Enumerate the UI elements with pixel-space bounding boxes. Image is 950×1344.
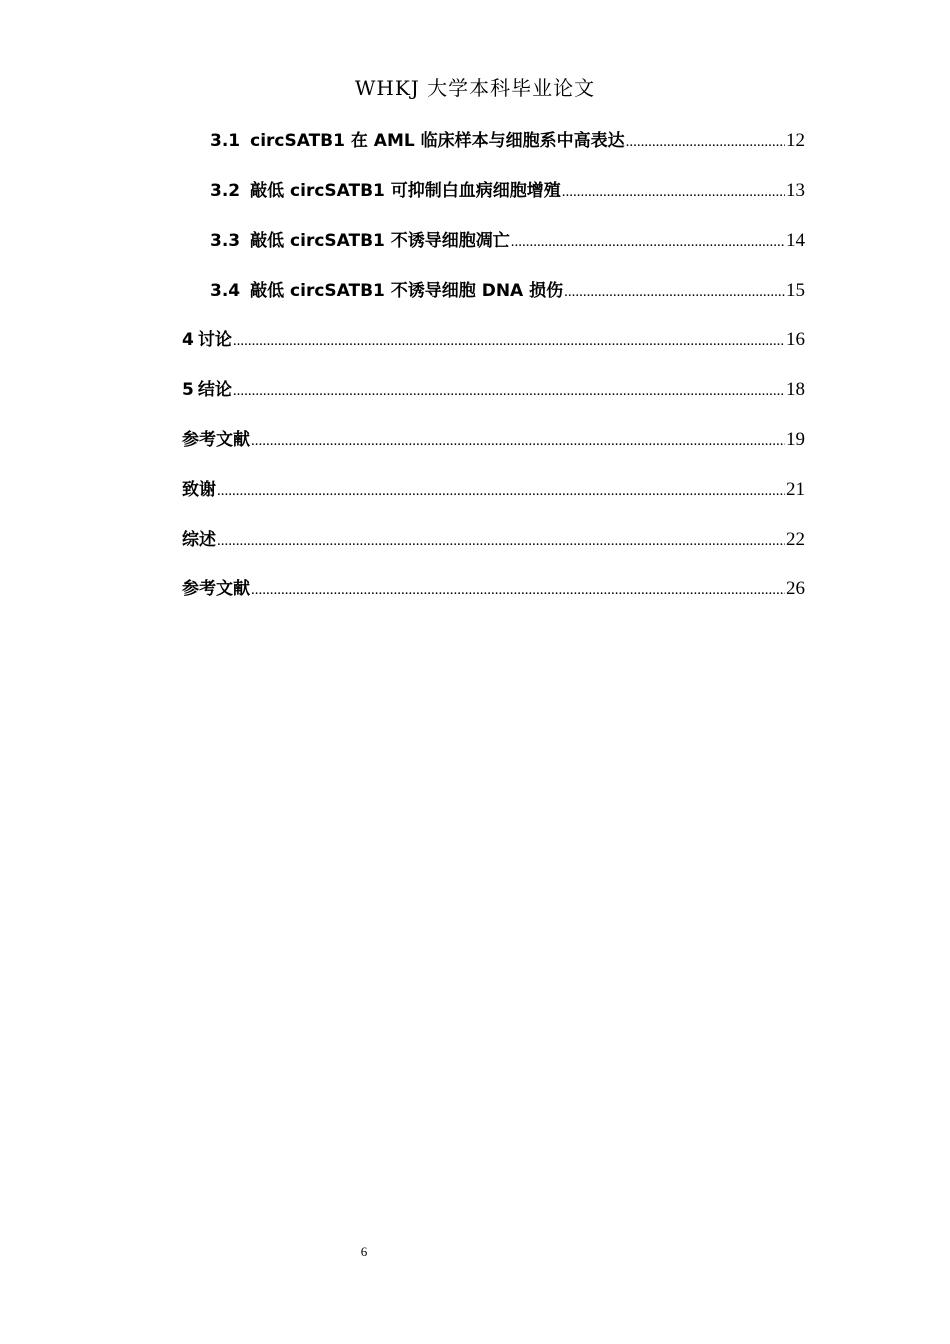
- toc-entry-3-2[interactable]: [0, 176, 950, 206]
- toc-leader-dots: [217, 526, 785, 556]
- toc-leader-dots: [564, 277, 785, 307]
- toc-title: 讨论: [197, 330, 232, 350]
- toc-leader-dots: [562, 177, 785, 207]
- toc-entry-5[interactable]: [0, 375, 950, 405]
- toc-title: 敲低 circSATB1 不诱导细胞 DNA 损伤: [250, 281, 564, 301]
- toc-number: 3.2: [210, 181, 241, 201]
- toc-entry-4[interactable]: [0, 325, 950, 355]
- toc-leader-dots: [511, 227, 785, 257]
- toc-title: 参考文献: [182, 430, 250, 450]
- toc-page-number: 18: [786, 379, 805, 400]
- toc-page-number: 13: [786, 180, 805, 201]
- toc-entry-3-1[interactable]: [0, 126, 950, 156]
- toc-leader-dots: [217, 476, 785, 506]
- toc-title: 综述: [182, 530, 216, 550]
- toc-number: 3.1: [210, 131, 241, 151]
- toc-leader-dots: [251, 426, 785, 456]
- toc-page-number: 21: [786, 479, 805, 500]
- toc-title: 结论: [197, 380, 232, 400]
- toc-entry-acknowledgements[interactable]: [0, 475, 950, 505]
- toc-page-number: 12: [786, 130, 805, 151]
- toc-page-number: 26: [786, 578, 805, 599]
- toc-entry-references[interactable]: [0, 425, 950, 455]
- toc-entry-3-3[interactable]: [0, 226, 950, 256]
- toc-leader-dots: [251, 575, 785, 605]
- page-header-title: WHKJ 大学本科毕业论文: [354, 76, 596, 100]
- toc-title: circSATB1 在 AML 临床样本与细胞系中高表达: [250, 131, 625, 151]
- toc-number: 3.4: [210, 281, 241, 301]
- toc-title: 敲低 circSATB1 可抑制白血病细胞增殖: [250, 181, 561, 201]
- toc-page-number: 22: [786, 529, 805, 550]
- toc-title: 参考文献: [182, 579, 250, 599]
- toc-entry-review-references[interactable]: [0, 574, 950, 604]
- toc-leader-dots: [233, 326, 785, 356]
- toc-number: 5: [182, 380, 194, 400]
- toc-title: 敲低 circSATB1 不诱导细胞凋亡: [250, 231, 510, 251]
- toc-number: 4: [182, 330, 194, 350]
- toc-page-number: 19: [786, 429, 805, 450]
- toc-leader-dots: [233, 376, 785, 406]
- toc-page-number: 15: [786, 280, 805, 301]
- toc-entry-review[interactable]: [0, 525, 950, 555]
- toc-title: 致谢: [182, 480, 216, 500]
- toc-leader-dots: [626, 127, 785, 157]
- toc-page-number: 16: [786, 329, 805, 350]
- toc-number: 3.3: [210, 231, 241, 251]
- footer-page-number: 6: [360, 1244, 368, 1259]
- toc-page-number: 14: [786, 230, 805, 251]
- toc-entry-3-4[interactable]: [0, 276, 950, 306]
